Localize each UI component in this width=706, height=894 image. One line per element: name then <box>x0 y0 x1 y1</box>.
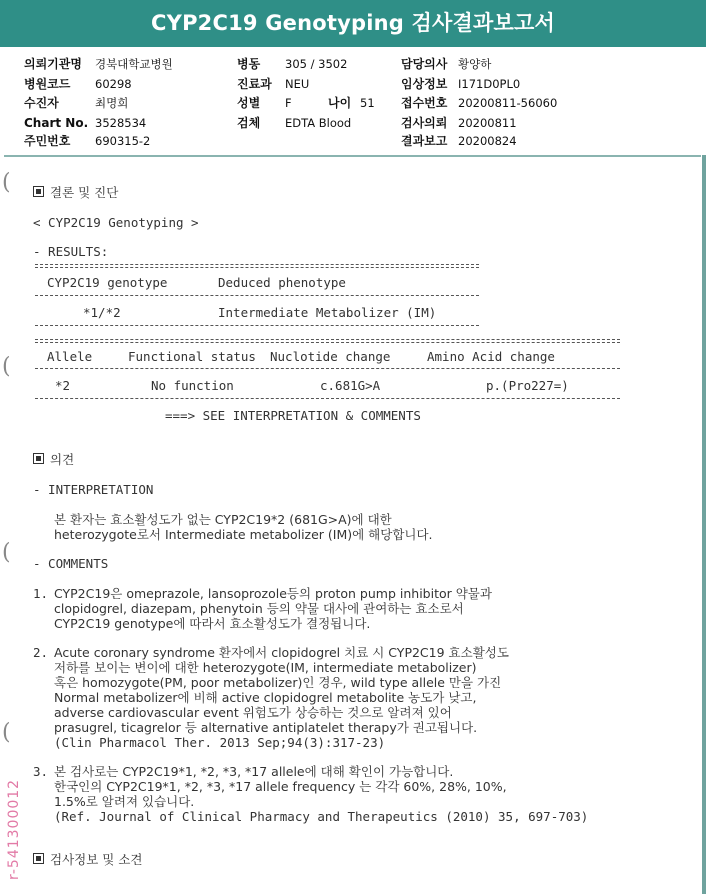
report-title-bar <box>0 0 706 47</box>
header-row-receipt-no <box>401 96 447 111</box>
section-bullet-icon <box>33 453 44 464</box>
section-bullet-icon <box>33 186 44 197</box>
label: 병원코드 <box>24 77 71 91</box>
label: Chart No. <box>24 116 89 130</box>
table2-header-nucleotide: Nuclotide change <box>270 349 391 364</box>
label: 수진자 <box>24 96 59 110</box>
header-row-department <box>237 77 272 92</box>
table-rule <box>35 339 620 340</box>
interpretation-line: heterozygote로서 Intermediate metabolizer (IM)에 해당합니다. <box>54 527 433 542</box>
heading-text: 결론 및 진단 <box>50 185 119 200</box>
table-rule <box>35 267 479 268</box>
header-row-sex <box>237 96 260 111</box>
header-divider <box>4 155 701 157</box>
comments-label: - COMMENTS <box>33 556 109 571</box>
table-rule <box>35 368 620 369</box>
table2-header-allele: Allele <box>47 349 93 364</box>
heading-text: 검사정보 및 소견 <box>50 852 143 867</box>
amino-acid-change-value: p.(Pro227=) <box>486 378 569 393</box>
comment-line: 한국인의 CYP2C19*1, *2, *3, *17 allele frequency 는 각각 60%, 28%, 10%, <box>54 779 507 794</box>
header-row-clinical-info <box>401 77 447 92</box>
report-title: CYP2C19 Genotyping 검사결과보고서 <box>151 11 555 35</box>
table-rule <box>35 342 620 343</box>
header-row-doctor <box>401 57 447 72</box>
label: 병동 <box>237 57 261 71</box>
comment-line: CYP2C19 genotype에 따라서 효소활성도가 결정됩니다. <box>54 616 371 631</box>
header-row-ward <box>237 57 260 72</box>
comment-line: Normal metabolizer에 비해 active clopidogrel metabolite 농도가 낮고, <box>54 690 477 705</box>
comment-line: (Ref. Journal of Clinical Pharmacy and Therapeutics (2010) 35, 697-703) <box>54 809 589 824</box>
header-value: 51 <box>360 96 375 110</box>
table2-header-functional: Functional status <box>128 349 256 364</box>
comment-number: 1. <box>33 586 49 601</box>
table-rule <box>35 325 479 326</box>
nucleotide-change-value: c.681G>A <box>320 378 381 393</box>
label: 결과보고 <box>401 134 448 148</box>
header-value: EDTA Blood <box>285 116 352 130</box>
genotype-value: *1/*2 <box>83 305 121 320</box>
table2-header-amino: Amino Acid change <box>427 349 555 364</box>
punch-hole-mark: ( <box>2 720 11 745</box>
table-rule <box>35 398 620 399</box>
label: 담당의사 <box>401 57 448 71</box>
header-value: 3528534 <box>95 116 147 130</box>
comment-line: Acute coronary syndrome 환자에서 clopidogrel 치료 시 CYP2C19 효소활성도 <box>54 645 509 660</box>
comment-line: 본 검사로는 CYP2C19*1, *2, *3, *17 allele에 대해 확인이 가능합니다. <box>54 764 454 779</box>
table1-header-phenotype: Deduced phenotype <box>218 275 346 290</box>
heading-text: 의견 <box>50 452 75 467</box>
comment-line: prasugrel, ticagrelor 등 alternative antiplatelet therapy가 권고됩니다. <box>54 720 478 735</box>
header-row-report-date <box>401 134 447 149</box>
see-interpretation-note: ===> SEE INTERPRETATION & COMMENTS <box>165 408 421 423</box>
header-value: 황양하 <box>458 57 492 71</box>
header-value: 20200824 <box>458 134 517 148</box>
sample-id-stamp <box>4 740 26 890</box>
header-value: F <box>285 96 292 110</box>
label: 성별 <box>237 96 261 110</box>
section-bullet-icon <box>33 853 44 864</box>
results-label: - RESULTS: <box>33 244 109 259</box>
label: 진료과 <box>237 77 272 91</box>
header-value: I171D0PL0 <box>458 77 521 91</box>
header-row-specimen <box>237 116 260 131</box>
punch-hole-mark: ( <box>2 354 11 379</box>
test-subtitle: < CYP2C19 Genotyping > <box>33 215 199 230</box>
header-row-resident-no <box>24 134 70 149</box>
interpretation-label: - INTERPRETATION <box>33 482 154 497</box>
comment-line: 1.5%로 알려져 있습니다. <box>54 794 195 809</box>
header-value: 20200811 <box>458 116 517 130</box>
label: 검사의뢰 <box>401 116 448 130</box>
header-row-chart-no <box>24 116 88 131</box>
label: 임상정보 <box>401 77 448 91</box>
header-row-hospital-code <box>24 77 70 92</box>
functional-status-value: No function <box>151 378 234 393</box>
header-row-institution <box>24 57 82 72</box>
section-heading-opinion <box>33 452 74 467</box>
header-value: 60298 <box>95 77 132 91</box>
section-heading-conclusion <box>33 185 118 200</box>
table1-header-genotype: CYP2C19 genotype <box>47 275 168 290</box>
comment-line: 혹은 homozygote(PM, poor metabolizer)인 경우, wild type allele 만을 가진 <box>54 675 502 690</box>
comment-number: 3. <box>33 764 49 779</box>
table-rule <box>35 295 479 296</box>
header-value: 최명희 <box>95 96 129 110</box>
comment-line: adverse cardiovascular event 위험도가 상승하는 것으로 알려져 있어 <box>54 705 452 720</box>
header-value: 305 / 3502 <box>285 57 348 71</box>
label: 의뢰기관명 <box>24 57 82 71</box>
header-value: 20200811-56060 <box>458 96 558 110</box>
allele-value: *2 <box>55 378 71 393</box>
comment-number: 2. <box>33 645 49 660</box>
header-row-request-date <box>401 116 447 131</box>
punch-hole-mark: ( <box>2 170 11 195</box>
header-value: NEU <box>285 77 310 91</box>
header-row-patient <box>24 96 59 111</box>
comment-line: 저하를 보이는 변이에 대한 heterozygote(IM, intermediate metabolizer) <box>54 660 477 675</box>
label: 나이 <box>328 96 352 110</box>
comment-line: clopidogrel, diazepam, phenytoin 등의 약물 대사에 관여하는 효소로서 <box>54 601 464 616</box>
header-value: 690315-2 <box>95 134 151 148</box>
comment-line: CYP2C19은 omeprazole, lansoprozole등의 proton pump inhibitor 약물과 <box>54 586 492 601</box>
comment-line: (Clin Pharmacol Ther. 2013 Sep;94(3):317-23) <box>54 735 386 750</box>
label: 접수번호 <box>401 96 448 110</box>
table-rule <box>35 264 479 265</box>
stamp-text: r-541300012 <box>6 778 22 880</box>
phenotype-value: Intermediate Metabolizer (IM) <box>218 305 437 320</box>
header-value: 경북대학교병원 <box>95 57 173 71</box>
label: 주민번호 <box>24 134 71 148</box>
page-edge <box>702 155 706 894</box>
punch-hole-mark: ( <box>2 540 11 565</box>
section-heading-test-info <box>33 852 142 867</box>
header-row-age <box>328 96 351 111</box>
label: 검체 <box>237 116 261 130</box>
interpretation-line: 본 환자는 효소활성도가 없는 CYP2C19*2 (681G>A)에 대한 <box>54 512 392 527</box>
